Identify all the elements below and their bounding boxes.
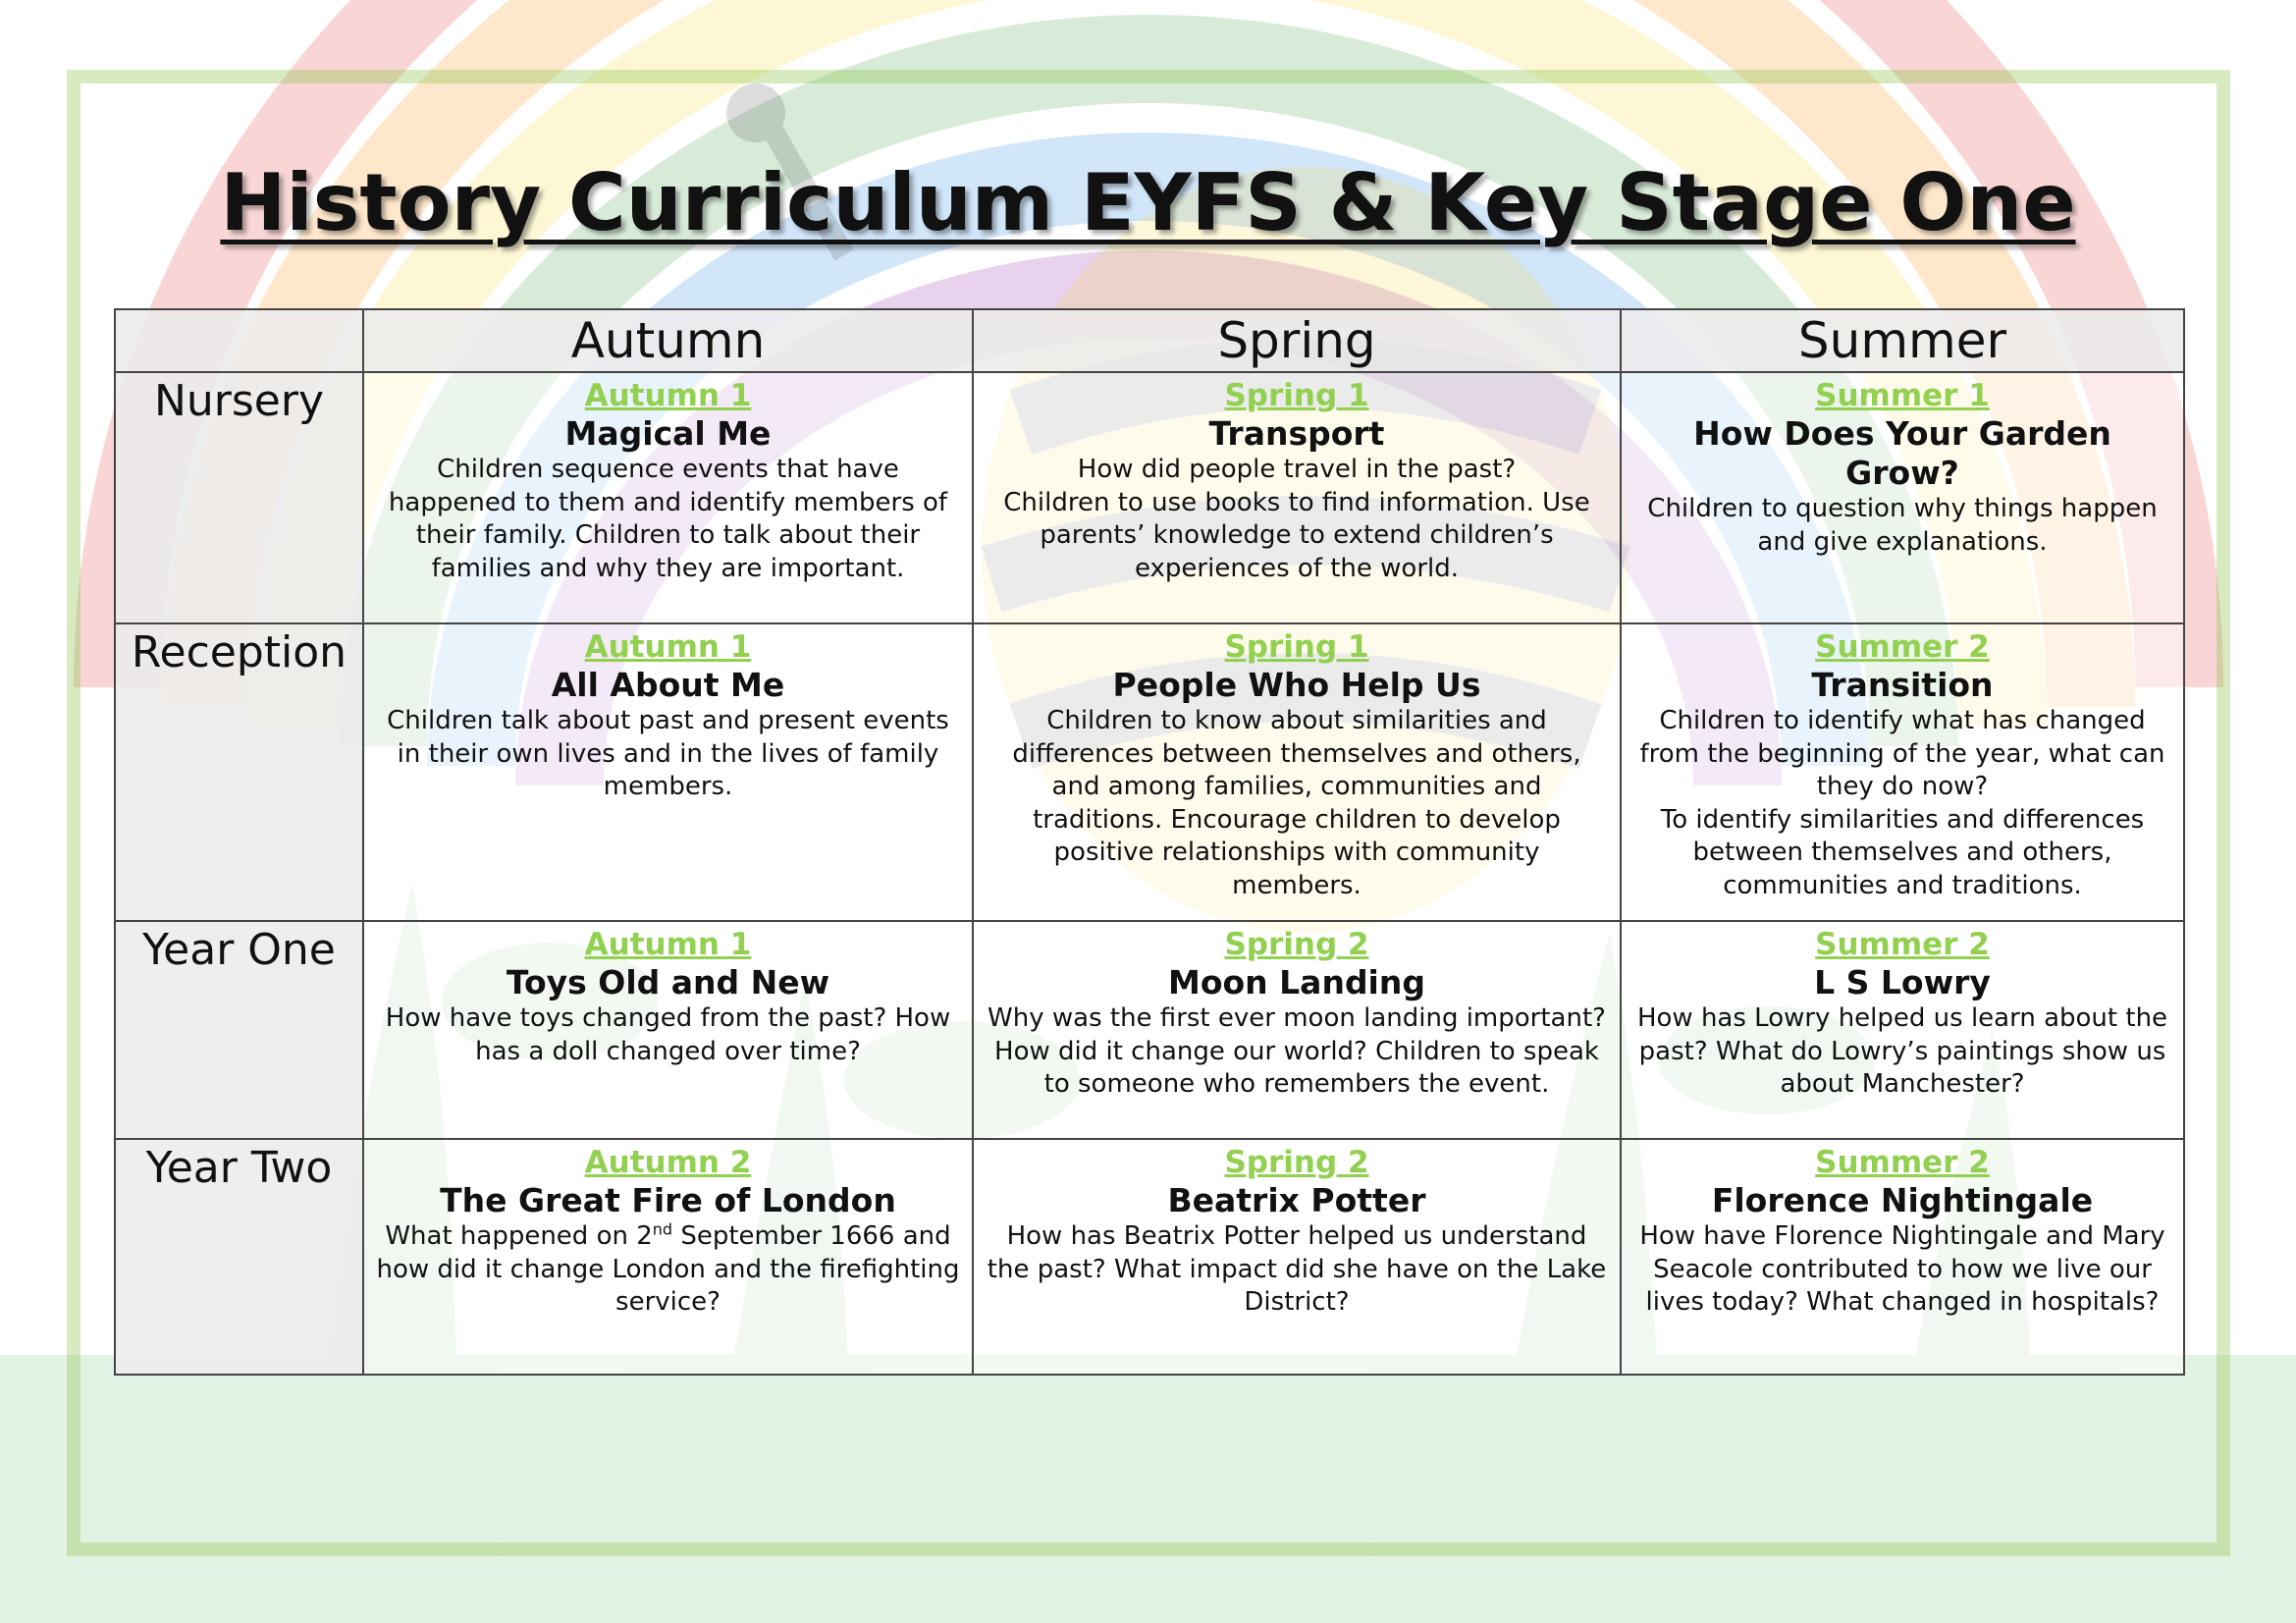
- term-label: Autumn 1: [584, 378, 752, 413]
- topic-description: How have toys changed from the past? How has a doll changed over time?: [385, 1003, 951, 1066]
- term-label: Spring 1: [1224, 378, 1369, 413]
- topic-description: Children sequence events that have happened to them and identify members of their family. Children to talk about their families and why they are important.: [388, 455, 948, 583]
- page-title: History Curriculum EYFS & Key Stage One: [220, 157, 2076, 248]
- term-label: Summer 1: [1815, 378, 1990, 413]
- term-label: Summer 2: [1815, 927, 1990, 962]
- topic-description: How has Beatrix Potter helped us understand the past? What impact did she have on the Lake District?: [987, 1221, 1607, 1317]
- topic-title: Florence Nightingale: [1711, 1181, 2094, 1219]
- table-row-year-one: [115, 921, 2184, 1139]
- topic-title: Transport: [1208, 414, 1385, 453]
- header-corner-cell: [115, 309, 363, 372]
- ordinal-superscript: nd: [652, 1219, 673, 1239]
- term-label: Autumn 2: [584, 1145, 752, 1180]
- topic-title: How Does Your Garden Grow?: [1693, 414, 2111, 492]
- table-row-reception: [115, 623, 2184, 921]
- description-text: September 1666 and how did it change London and the firefighting service?: [376, 1221, 960, 1317]
- term-label: Autumn 1: [584, 629, 752, 665]
- term-label: Summer 2: [1815, 1145, 1990, 1180]
- topic-title: Magical Me: [564, 414, 772, 453]
- column-header-spring: Spring: [973, 309, 1621, 372]
- row-header-year-two: Year Two: [115, 1139, 363, 1375]
- cell-nursery-autumn: [363, 372, 973, 623]
- term-label: Summer 2: [1815, 629, 1990, 665]
- term-label: Autumn 1: [584, 927, 752, 962]
- topic-description: Why was the first ever moon landing important? How did it change our world? Children to speak to someone who remembers the event.: [988, 1003, 1606, 1099]
- cell-year-one-spring: [973, 921, 1621, 1139]
- topic-title: Moon Landing: [1167, 963, 1425, 1001]
- topic-description: Children to know about similarities and differences between themselves and others, and among families, communities and traditions. Encourage children to develop positive relationships with community members.: [1012, 706, 1581, 900]
- column-header-autumn: Autumn: [363, 309, 973, 372]
- term-label: Spring 2: [1224, 927, 1369, 962]
- cell-reception-spring: [973, 623, 1621, 921]
- curriculum-table: [114, 308, 2185, 1376]
- table-row-nursery: [115, 372, 2184, 623]
- topic-title: Transition: [1811, 666, 1994, 704]
- topic-title: People Who Help Us: [1112, 666, 1481, 704]
- cell-reception-summer: [1621, 623, 2184, 921]
- term-label: Spring 1: [1224, 629, 1369, 665]
- cell-year-two-spring: [973, 1139, 1621, 1375]
- topic-title: All About Me: [551, 666, 785, 704]
- cell-year-two-summer: [1621, 1139, 2184, 1375]
- topic-description: Children talk about past and present events in their own lives and in the lives of family members.: [387, 706, 949, 801]
- header-row: [115, 309, 2184, 372]
- row-header-nursery: Nursery: [115, 372, 363, 623]
- cell-year-one-autumn: [363, 921, 973, 1139]
- cell-nursery-spring: [973, 372, 1621, 623]
- cell-year-two-autumn: [363, 1139, 973, 1375]
- topic-description: Children to question why things happen and give explanations.: [1647, 494, 2158, 557]
- topic-description: How have Florence Nightingale and Mary Seacole contributed to how we live our lives today? What changed in hospitals?: [1639, 1221, 2165, 1317]
- topic-description: How has Lowry helped us learn about the past? What do Lowry’s paintings show us about Manchester?: [1636, 1003, 2168, 1099]
- column-header-summer: Summer: [1621, 309, 2184, 372]
- table-row-year-two: [115, 1139, 2184, 1375]
- cell-year-one-summer: [1621, 921, 2184, 1139]
- cell-reception-autumn: [363, 623, 973, 921]
- topic-description: Children to identify what has changed from the beginning of the year, what can they do now? To identify similarities and differences between themselves and others, communities and traditions.: [1639, 706, 2165, 900]
- topic-description: How did people travel in the past? Children to use books to find information. Use parents’ knowledge to extend children’s experiences of the world.: [1003, 455, 1590, 583]
- row-header-year-one: Year One: [115, 921, 363, 1139]
- topic-description: [376, 1220, 960, 1320]
- cell-nursery-summer: [1621, 372, 2184, 623]
- row-header-reception: Reception: [115, 623, 363, 921]
- description-text: What happened on 2: [385, 1221, 653, 1251]
- topic-title: Beatrix Potter: [1167, 1181, 1426, 1219]
- topic-title: Toys Old and New: [506, 963, 830, 1001]
- topic-title: L S Lowry: [1814, 963, 1991, 1001]
- topic-title: The Great Fire of London: [440, 1181, 896, 1219]
- term-label: Spring 2: [1224, 1145, 1369, 1180]
